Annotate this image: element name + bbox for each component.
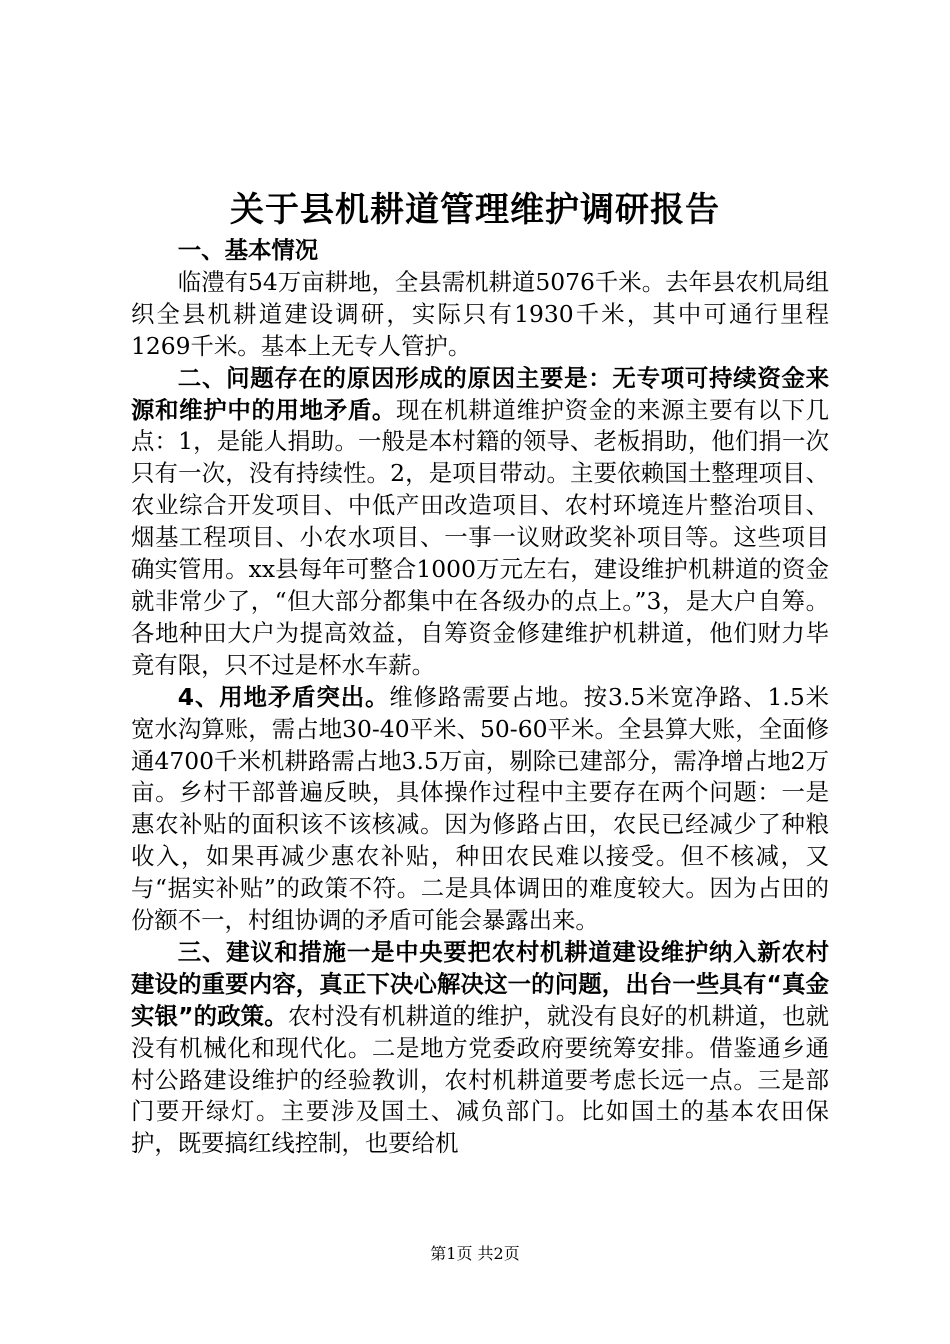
paragraph-basic-situation: 临澧有54万亩耕地，全县需机耕道5076千米。去年县农机局组织全县机耕道建设调研，实际只有1930千米，其中可通行里程1269千米。基本上无专人管护。 [131, 267, 829, 360]
page-title: 关于县机耕道管理维护调研报告 [230, 190, 720, 230]
land-conflict-text: 维修路需要占地。按3.5米宽净路、1.5米宽水沟算账，需占地30-40平米、50-60平米。全县算大账，全面修通4700千米机耕路需占地3.5万亩，剔除已建部分，需净增占地2万亩。乡村干部普遍反映，具体操作过程中主要存在两个问题：一是惠农补贴的面积该不该核减。因为修路占田，农民已经减少了种粮收入，如果再减少惠农补贴，种田农民难以接受。但不核减，又与“据实补贴”的政策不符。二是具体调田的难度较大。因为占田的份额不一，村组协调的矛盾可能会暴露出来。 [131, 682, 829, 935]
document-body [131, 235, 829, 1160]
suggestions-text: 农村没有机耕道的维护，就没有良好的机耕道，也就没有机械化和现代化。二是地方党委政府要统筹安排。借鉴通乡通村公路建设维护的经验教训，农村机耕道要考虑长远一点。三是部门要开绿灯。主要涉及国土、减负部门。比如国土的基本农田保护，既要搞红线控制，也要给机 [131, 1001, 830, 1158]
land-conflict-heading: 4、用地矛盾突出。 [177, 682, 390, 711]
paragraph-suggestions [131, 937, 829, 1160]
page-number-footer: 第1页 共2页 [430, 1244, 520, 1263]
problem-causes-text: 现在机耕道维护资金的来源主要有以下几点：1，是能人捐助。一般是本村籍的领导、老板捐助，他们捐一次只有一次，没有持续性。2，是项目带动。主要依赖国土整理项目、农业综合开发项目、中低产田改造项目、农村环境连片整治项目、烟基工程项目、小农水项目、一事一议财政奖补项目等。这些项目确实管用。xx县每年可整合1000万元左右，建设维护机耕道的资金就非常少了，“但大部分都集中在各级办的点上。”3，是大户自筹。各地种田大户为提高效益，自筹资金修建维护机耕道，他们财力毕竟有限，只不过是杯水车薪。 [131, 395, 830, 679]
problem-causes-heading: 二、问题存在的原因形成的原因主要是：无专项可持续资金来源和维护中的用地矛盾。 [131, 363, 829, 424]
paragraph-land-conflict [131, 682, 829, 937]
section-heading-basic-situation: 一、基本情况 [177, 236, 319, 264]
suggestions-heading: 三、建议和措施一是中央要把农村机耕道建设维护纳入新农村建设的重要内容，真正下决心解决这一的问题，出台一些具有“真金实银”的政策。 [131, 937, 829, 1030]
paragraph-problem-causes [131, 363, 829, 682]
